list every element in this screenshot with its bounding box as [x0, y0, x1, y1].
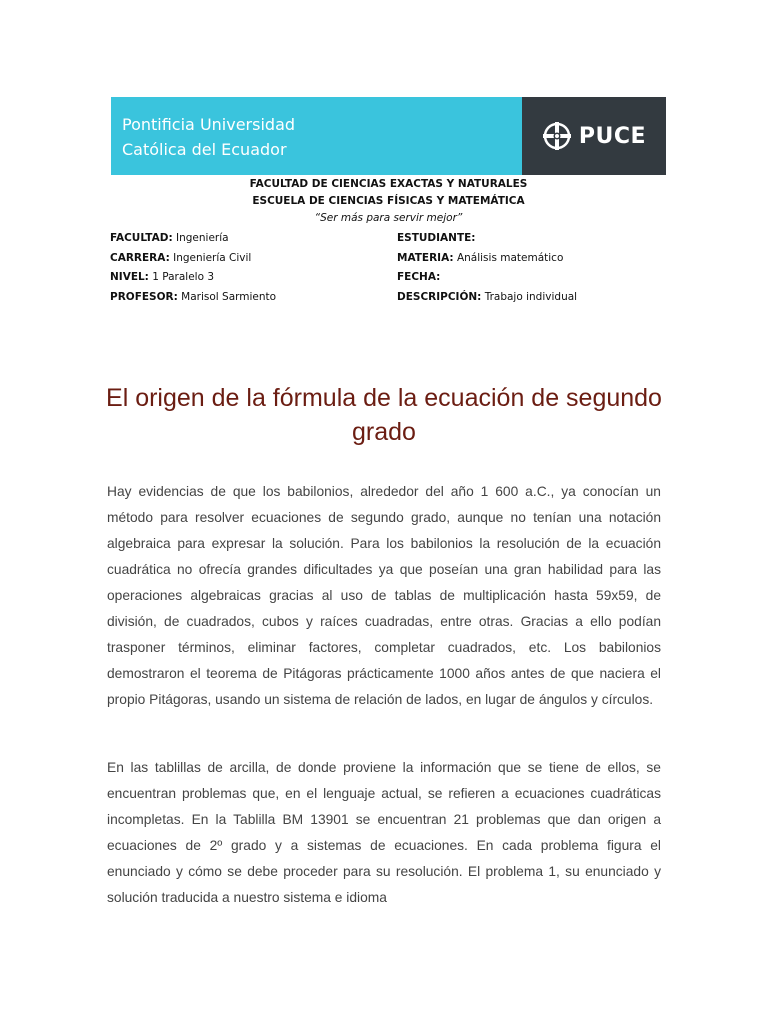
puce-logo-panel [522, 97, 666, 175]
faculty-heading: FACULTAD DE CIENCIAS EXACTAS Y NATURALES [249, 178, 528, 190]
school-heading: ESCUELA DE CIENCIAS FÍSICAS Y MATEMÁTICA [252, 195, 525, 207]
info-description: DESCRIPCIÓN: Trabajo individual [397, 291, 578, 304]
body-paragraph-2: En las tablillas de arcilla, de donde proviene la información que se tiene de ellos, se encuentran problemas que, en el lenguaje actual, se refieren a ecuaciones cuadráticas incompletas. En la Tablilla BM 13901 se encuentran 21 problemas que dan origen a ecuaciones de 2º grado y a sistemas de ecuaciones. En cada problema figura el enunciado y cómo se debe proceder para su resolución. El problema 1, su enunciado y solución traducida a nuestro sistema e idioma [107, 760, 661, 905]
info-faculty: FACULTAD: Ingeniería [110, 232, 229, 244]
motto: “Ser más para servir mejor” [314, 212, 463, 224]
info-level: NIVEL: 1 Paralelo 3 [110, 271, 215, 284]
info-date: FECHA: [397, 271, 441, 284]
info-student: ESTUDIANTE: [397, 232, 476, 244]
info-career: CARRERA: Ingeniería Civil [110, 251, 252, 264]
info-right-column [397, 229, 577, 308]
university-name-panel [111, 97, 522, 175]
puce-logo-text: PUCE [578, 123, 647, 149]
university-name-line1: Pontificia Universidad [122, 115, 296, 134]
puce-emblem-icon [542, 121, 572, 151]
university-name-line2: Católica del Ecuador [122, 140, 287, 159]
document-title: El origen de la fórmula de la ecuación de segundo grado [106, 384, 662, 446]
info-professor: PROFESOR: Marisol Sarmiento [110, 291, 277, 304]
info-left-column [110, 229, 276, 308]
body-paragraph-1: Hay evidencias de que los babilonios, alrededor del año 1 600 a.C., ya conocían un método para resolver ecuaciones de segundo grado, aunque no tenían una notación algebraica para expresar la solución. Para los babilonios la resolución de la ecuación cuadrática no ofrecía grandes dificultades ya que poseían una gran habilidad para las operaciones algebraicas gracias al uso de tablas de multiplicación hasta 59x59, de división, de cuadrados, cubos y raíces cuadradas, entre otras. Gracias a ello podían trasponer términos, eliminar factores, completar cuadrados, etc. Los babilonios demostraron el teorema de Pitágoras prácticamente 1000 años antes de que naciera el propio Pitágoras, usando un sistema de relación de lados, en lugar de ángulos y círculos. [107, 484, 661, 707]
info-subject: MATERIA: Análisis matemático [397, 251, 564, 264]
university-banner [111, 97, 666, 175]
